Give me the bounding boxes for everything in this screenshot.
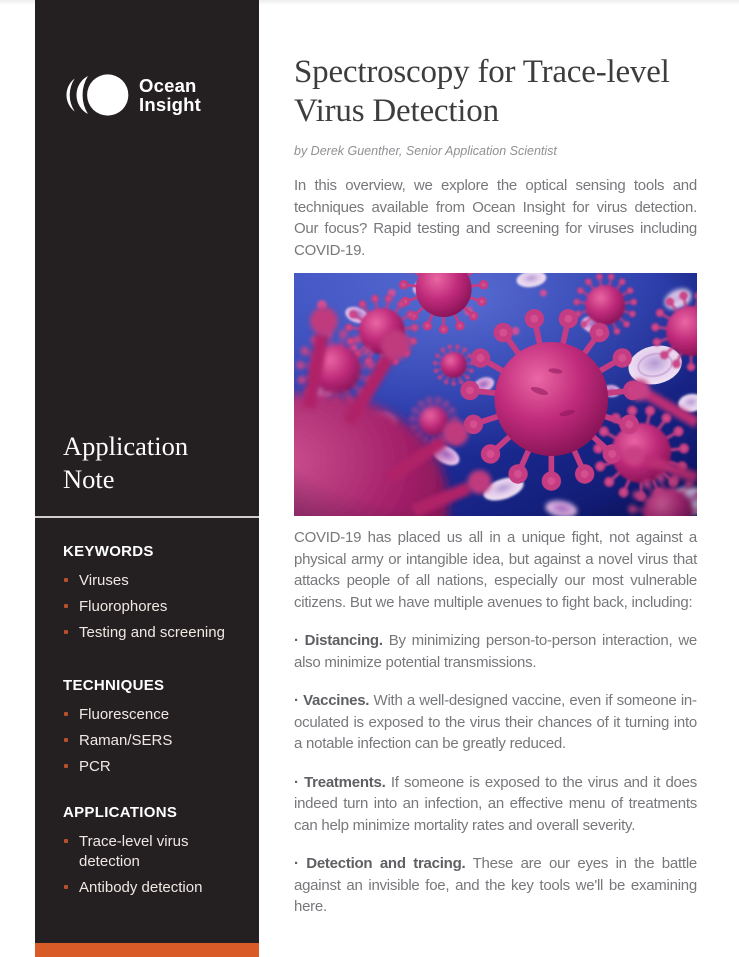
orange-accent-bar [35, 943, 259, 957]
bullet-paragraph [294, 690, 697, 755]
sidebar-divider [35, 516, 259, 518]
list-item: Trace-level virus detection [63, 832, 239, 872]
bullet-icon [64, 764, 68, 768]
bullet-lead: Treatments. [304, 773, 386, 791]
ocean-insight-logo [64, 68, 201, 122]
page-title: Spectroscopy for Trace-level Virus Detection [294, 54, 670, 129]
bullet-text: These are our eyes in the battle against an invisible foe, and the key tools we'll be examining here. [294, 855, 698, 915]
body-copy [294, 527, 697, 918]
bullet-paragraph [294, 630, 697, 673]
virus-hero-image [294, 273, 697, 516]
bullet-text: With a well-designed vaccine, even if someone inoculated is exposed to the virus their chances of it turning into a notable infection can be greatly reduced. [294, 692, 698, 752]
intro-paragraph: In this overview, we explore the optical sensing tools and techniques available from Ocean Insight for virus detection. Our focus? Rapid testing and screening for viruses including COVID-19. [294, 177, 697, 259]
list-item: PCR [63, 757, 239, 777]
section-heading: APPLICATIONS [63, 804, 178, 821]
covid-virus-illustration [294, 273, 697, 516]
section-heading: KEYWORDS [63, 543, 154, 560]
body-paragraph: COVID-19 has placed us all in a unique fight, not against a physical army or intangible idea, but against a novel virus that attacks people of all nations, especially our most vulnerable citizens. But we have multiple avenues to fight back, including: [294, 529, 697, 611]
list-item: Raman/SERS [63, 731, 239, 751]
doc-type-label: Application Note [63, 431, 189, 494]
brand-name: Ocean Insight [139, 75, 202, 115]
bullet-char: · [294, 855, 299, 872]
bullet-text: By minimizing person-to-person interaction, we also minimize potential transmissions. [294, 632, 697, 671]
bullet-icon [64, 604, 68, 608]
bullet-text: If someone is exposed to the virus and it does indeed turn into an infection, an effective menu of treatments can help minimize mortality rates and overall severity. [294, 773, 697, 834]
bullet-paragraph [294, 853, 697, 918]
list-item: Fluorescence [63, 705, 239, 725]
bullet-paragraph [294, 772, 697, 837]
bullet-lead: Vaccines. [303, 692, 370, 709]
bullet-char: · [294, 632, 299, 649]
bullet-icon [64, 885, 68, 889]
bullet-lead: Distancing. [304, 632, 383, 649]
list-item: Testing and screening [63, 623, 239, 643]
bullet-char: · [294, 773, 299, 791]
bullet-icon [64, 839, 68, 843]
bullet-icon [64, 630, 68, 634]
bullet-lead: Detection and tracing. [306, 855, 466, 872]
list-item: Viruses [63, 571, 239, 591]
sidebar-section-keywords [63, 543, 239, 649]
bullet-icon [64, 738, 68, 742]
sidebar-section-techniques [63, 677, 239, 783]
bullet-char: · [294, 692, 299, 709]
bullet-icon [64, 578, 68, 582]
list-item: Fluorophores [63, 597, 239, 617]
sidebar-section-applications [63, 804, 239, 904]
sidebar [35, 0, 259, 943]
main-content [294, 0, 697, 918]
section-heading: TECHNIQUES [63, 677, 165, 694]
byline: by Derek Guenther, Senior Application Scientist [294, 144, 557, 158]
list-item: Antibody detection [63, 878, 239, 898]
bullet-icon [64, 712, 68, 716]
ocean-insight-logo-icon [64, 68, 130, 122]
